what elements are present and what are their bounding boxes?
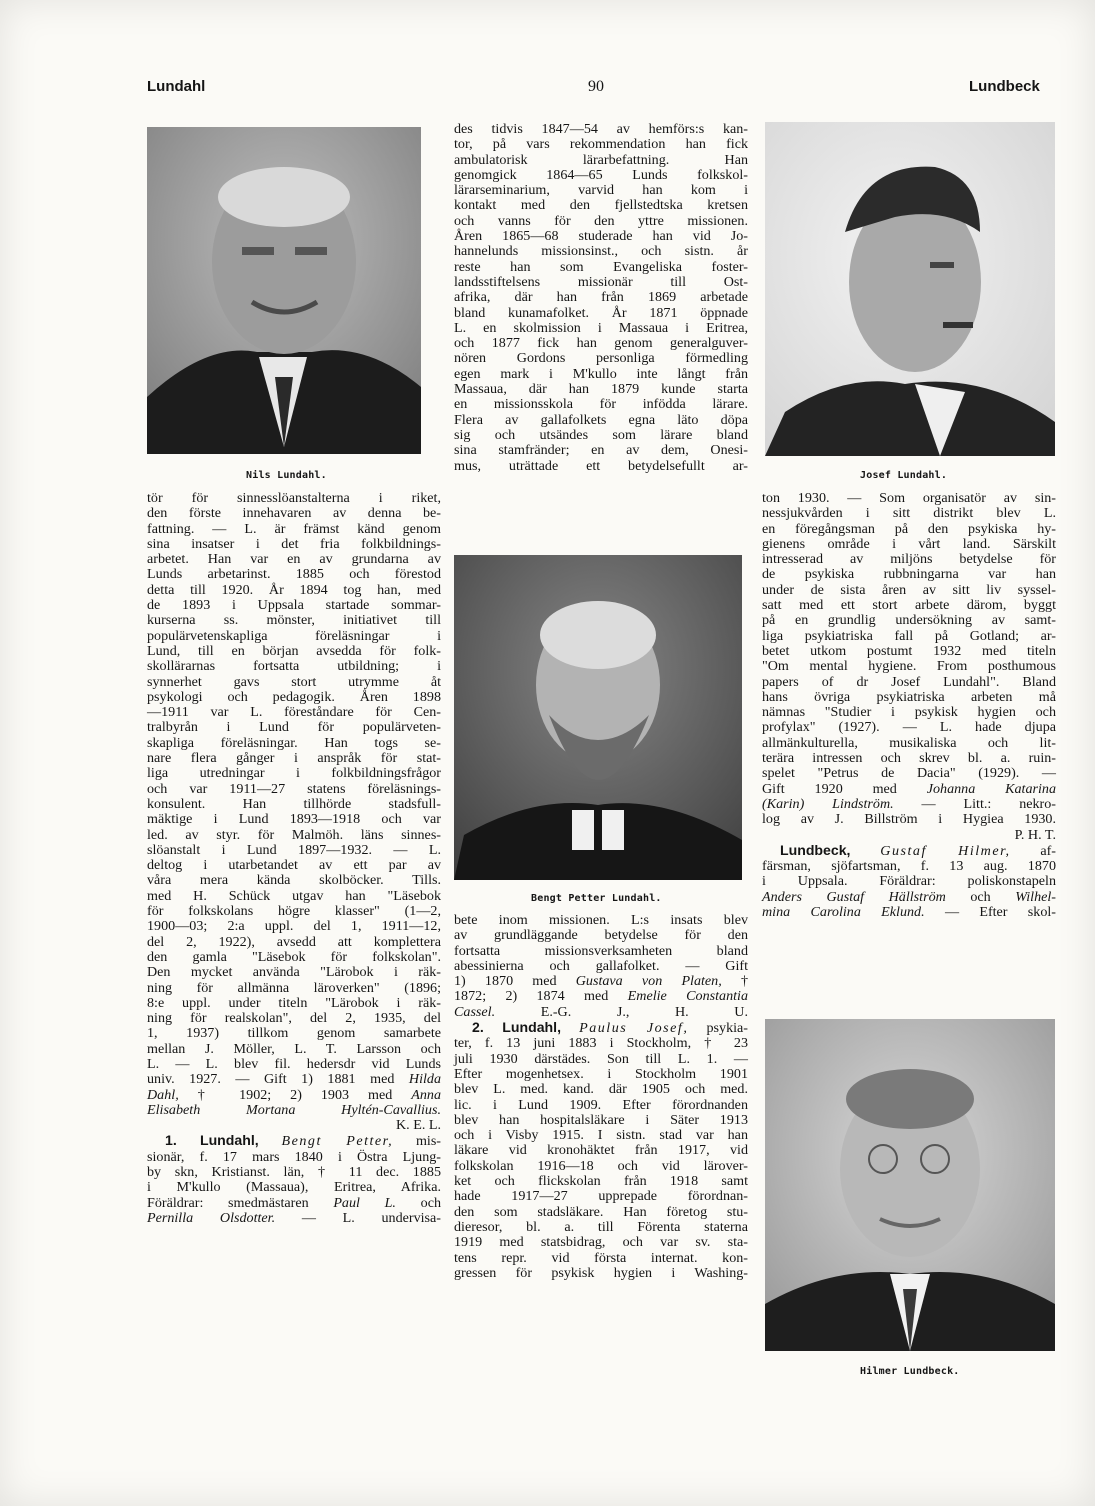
text-line: gienens område i vårt land. Särskilt [762,535,1056,552]
text-line: univ. 1927. — Gift 1) 1881 med Hilda [147,1071,441,1088]
text-line: juli 1930 därstädes. Son till L. 1. — [454,1050,748,1067]
text-line: (Karin) Lindström. — Litt.: nekro- [762,795,1056,812]
column-2-top-text [454,122,748,474]
text-line: Pernilla Olsdotter. — L. undervisa- [147,1209,441,1226]
text-line: kontakt med den fjellstedtska kretsen [454,197,748,214]
text-line: —1911 var L. föreståndare för Cen- [147,704,441,721]
text-line: dieresor, bl. a. till Förenta staterna [454,1218,748,1235]
text-line: profylax" (1927). — L. hade djupa [762,719,1056,736]
text-line: spelet "Petrus de Dacia" (1929). — [762,765,1056,782]
text-line: skollärarnas fortsatta utbildning; i [147,658,441,675]
portrait-bengt-petter-lundahl [454,555,742,880]
text-line: den som stadsläkare. Han företog stu- [454,1203,748,1220]
text-line: deltog i utarbetandet av ett par av [147,857,441,874]
text-line: by skn, Kristianst. län, † 11 dec. 1885 [147,1164,441,1181]
entry-heading-bengt-petter: 1. Lundahl, Bengt Petter, mis- [165,1132,441,1150]
text-line: sig och utsändes som lärare bland [454,426,748,443]
text-line: mellan J. Möller, L. T. Larsson och [147,1040,441,1057]
page-number: 90 [588,78,604,95]
column-2-bottom-text [454,913,748,1281]
running-head-left: Lundahl [147,78,206,95]
text-line: fattning. — L. är främst känd genom [147,520,441,537]
author-signature: K. E. L. [395,1117,441,1134]
text-line: tens repr. vid första internat. kon- [454,1249,748,1266]
running-head-right: Lundbeck [969,78,1040,95]
text-line: lärarseminarium, varvid han kom i [454,182,748,199]
text-line: sina insatser i det fria folkbildnings- [147,535,441,552]
text-line: Massaua, där han 1879 kunde starta [454,381,748,398]
text-line: log av J. Billström i Hygiea 1930. [762,811,1056,828]
text-line: L. en skolmission i Massaua i Eritrea, [454,319,748,336]
text-line: 1) 1870 med Gustava von Platen, † [454,973,748,990]
text-line: egen mark i M'kullo inte långt från [454,365,748,382]
text-line: hans övriga psykiatriska arbeten må [762,688,1056,705]
text-line: gressen för psykisk hygien i Washing- [454,1264,748,1281]
text-line: des tidvis 1847—54 av hemförs:s kan- [454,121,748,137]
text-line: Elisabeth Mortana Hyltén-Cavallius. [147,1101,441,1118]
text-line: Den mycket använda "Lärobok i räk- [147,964,441,981]
text-line: Dahl, † 1902; 2) 1903 med Anna [147,1086,442,1103]
text-line: Föräldrar: smedmästaren Paul L. och [147,1194,441,1211]
text-line: Cassel. E.-G. J., H. U. [454,1003,748,1020]
text-line: satt med ett stort arbete därom, byggt [762,597,1056,614]
text-line: slöanstalt i Lund 1897—1932. — L. [147,841,441,858]
text-line: den förste innehavaren av denna be- [147,505,441,522]
text-line: papers of dr Josef Lundahl". Bland [762,673,1056,690]
text-line: folkskolan 1916—18 och vid lärover- [454,1157,748,1174]
caption-nils-lundahl: Nils Lundahl. [246,470,327,481]
text-line: tor, på vars rekommendation han fick [454,136,748,153]
text-line: genomgick 1864—65 Lunds folkskol- [454,166,748,183]
text-line: synnerhet gavs stort utrymme åt [147,673,441,690]
text-line: våra mera kända skolböcker. Tills. [147,872,441,889]
text-line: 1919 med statsbidrag, och var sv. sta- [454,1234,748,1251]
text-line: nören Gordons personliga förmedling [454,350,748,367]
portrait-hilmer-lundbeck [765,1019,1055,1351]
text-line: de psykiska rubbningarna var han [762,566,1056,583]
text-line: och 1877 fick han genom generalguver- [454,335,748,352]
caption-bengt-petter-lundahl: Bengt Petter Lundahl. [531,893,662,904]
text-line: blev han hospitalsläkare i Säter 1913 [454,1111,748,1128]
text-line: populärvetenskapliga föreläsningar i [147,627,441,644]
text-line: afrika, där han från 1869 arbetade [454,289,748,306]
text-line: nare flera gånger i anspråk för stat- [147,750,441,767]
text-line: Efter mogenhetsex. i Stockholm 1901 [454,1065,748,1082]
text-line: färsman, sjöfartsman, f. 13 aug. 1870 [762,858,1056,875]
text-line: arbetet. Han var en av grundarna av [147,551,441,568]
text-line: psykologi och pedagogik. Åren 1898 [147,688,441,705]
text-line: hannelunds missionsinst., och sistn. år [454,243,748,260]
text-line: 1, 1937) tillkom genom samarbete [147,1025,441,1042]
column-1-text [147,491,441,1226]
text-line: liga utredningar i folkbildningsfrågor [147,765,441,782]
text-line: konsulent. Han tillhörde stadsfull- [147,795,441,812]
text-line: i Uppsala. Föräldrar: poliskonstapeln [762,873,1056,890]
text-line: Lunds arbetarinst. 1885 och förestod [147,566,441,583]
text-line: fortsatta missionsverksamheten bland [454,942,748,959]
text-line: betet utkom postumt 1932 med titeln [762,642,1056,659]
text-line: allmänkulturella, musikaliska och lit- [762,734,1056,751]
text-line: Åren 1865—68 studerade han vid Jo- [454,228,748,245]
text-line: blev L. med. kand. där 1905 och med. [454,1081,748,1098]
text-line: och i Visby 1915. I sistn. stad var han [454,1127,748,1144]
text-line: abessinierna och gallafolket. — Gift [454,957,748,974]
text-line: sionär, f. 17 mars 1840 i Östra Ljung- [147,1148,441,1165]
text-line: 1872; 2) 1874 med Emelie Constantia [454,988,748,1005]
text-line: terära intressen och skrev bl. a. ruin- [762,750,1056,767]
text-line: ambulatorisk lärarbefattning. Han [454,151,748,168]
portrait-josef-lundahl [765,122,1055,456]
text-line: liga psykiatriska fall på Gotland; ar- [762,627,1056,644]
text-line: "Om mental hygiene. From posthumous [762,658,1056,675]
text-line: läkare vid kronohäktet från 1917, vid [454,1142,748,1159]
text-line: intresserad av miljöns betydelse för [762,551,1056,568]
text-line: i M'kullo (Massaua), Eritrea, Afrika. [147,1179,441,1196]
text-line: av grundläggande betydelse för den [454,927,748,944]
text-line: och var 1911—27 statens föreläsnings- [147,780,441,797]
portrait-nils-lundahl [147,127,421,454]
column-3-text [762,491,1056,920]
text-line: hade 1917—27 upprepade förordnan- [454,1188,748,1205]
text-line: kurserna ss. mönster, initiativet till [147,612,441,629]
text-line: nämnas "Studier i psykisk hygien och [762,704,1056,721]
text-line: tör för sinnesslöanstalterna i riket, [147,490,441,506]
text-line: ton 1930. — Som organisatör av sin- [762,490,1056,506]
text-line: Gift 1920 med Johanna Katarina [762,780,1057,797]
text-line: de 1893 i Uppsala startade sommar- [147,597,441,614]
text-line: Anders Gustaf Hällström och Wilhel- [762,888,1056,905]
text-line: Flera av gallafolkets egna läto döpa [454,411,748,428]
text-line: den gamla "Läsebok för folkskolan". [147,948,441,965]
text-line: mina Carolina Eklund. — Efter skol- [762,904,1056,921]
text-line: detta till 1920. År 1894 tog han, med [147,581,441,598]
text-line: L. — L. blev fil. hedersdr vid Lunds [147,1055,441,1072]
text-line: ket och flickskolan från 1918 samt [454,1173,748,1190]
entry-heading-lundbeck: Lundbeck, Gustaf Hilmer, af- [780,841,1056,859]
text-line: tralbyrån i Lund för populärveten- [147,719,441,736]
text-line: led. av styr. för Malmöh. läns sinnes- [147,826,441,843]
author-signature: E.-G. J., H. U. [540,1003,748,1020]
text-line: på en grundlig undersökning av samt- [762,612,1056,629]
text-line: bete inom missionen. L:s insats blev [454,912,748,928]
text-line: 8:e uppl. under titeln "Lärobok i räk- [147,994,441,1011]
text-line: mus, uträttade ett betydelsefullt ar- [454,457,748,474]
text-line: landsstiftelsens missionär till Ost- [454,273,748,290]
text-line: ning för realskolan", del 2, 1935, del [147,1010,441,1027]
text-line: del 2, 1922), avsedd att komplettera [147,933,441,950]
entry-heading-paulus-josef: 2. Lundahl, Paulus Josef, psykia- [472,1019,748,1037]
text-line: ning för allmänna läroverken" (1896; [147,979,441,996]
text-line: med H. Schück utgav han "Läsebok [147,887,441,904]
text-line: lic. i Lund 1909. Efter förordnanden [454,1096,748,1113]
text-line: för folkskolans högre klasser" (1—2, [147,903,441,920]
text-line: under de sista åren av sitt liv syssel- [762,581,1056,598]
text-line: och vanns för den yttre missionen. [454,212,748,229]
author-signature: P. H. T. [1014,826,1056,843]
text-line: Lund, till en början avsedda för folk- [147,642,441,659]
text-line: skapliga föreläsningar. Han togs se- [147,734,441,751]
text-line: nessjukvården i sitt distrikt blev L. [762,505,1056,522]
caption-hilmer-lundbeck: Hilmer Lundbeck. [860,1366,960,1377]
caption-josef-lundahl: Josef Lundahl. [860,470,948,481]
text-line: 1900—03; 2:a uppl. del 1, 1911—12, [147,918,441,935]
text-line: en missionsskola för infödda lärare. [454,396,748,413]
text-line: reste han som Evangeliska foster- [454,258,748,275]
text-line: mäktige i Lund 1893—1918 och var [147,811,441,828]
text-line: bland kunamafolket. År 1871 öppnade [454,304,748,321]
text-line: en föregångsman på den psykiska hy- [762,520,1056,537]
text-line: sina stamfränder; en av dem, Onesi- [454,442,748,459]
text-line: ter, f. 13 juni 1883 i Stockholm, † 23 [454,1035,748,1052]
